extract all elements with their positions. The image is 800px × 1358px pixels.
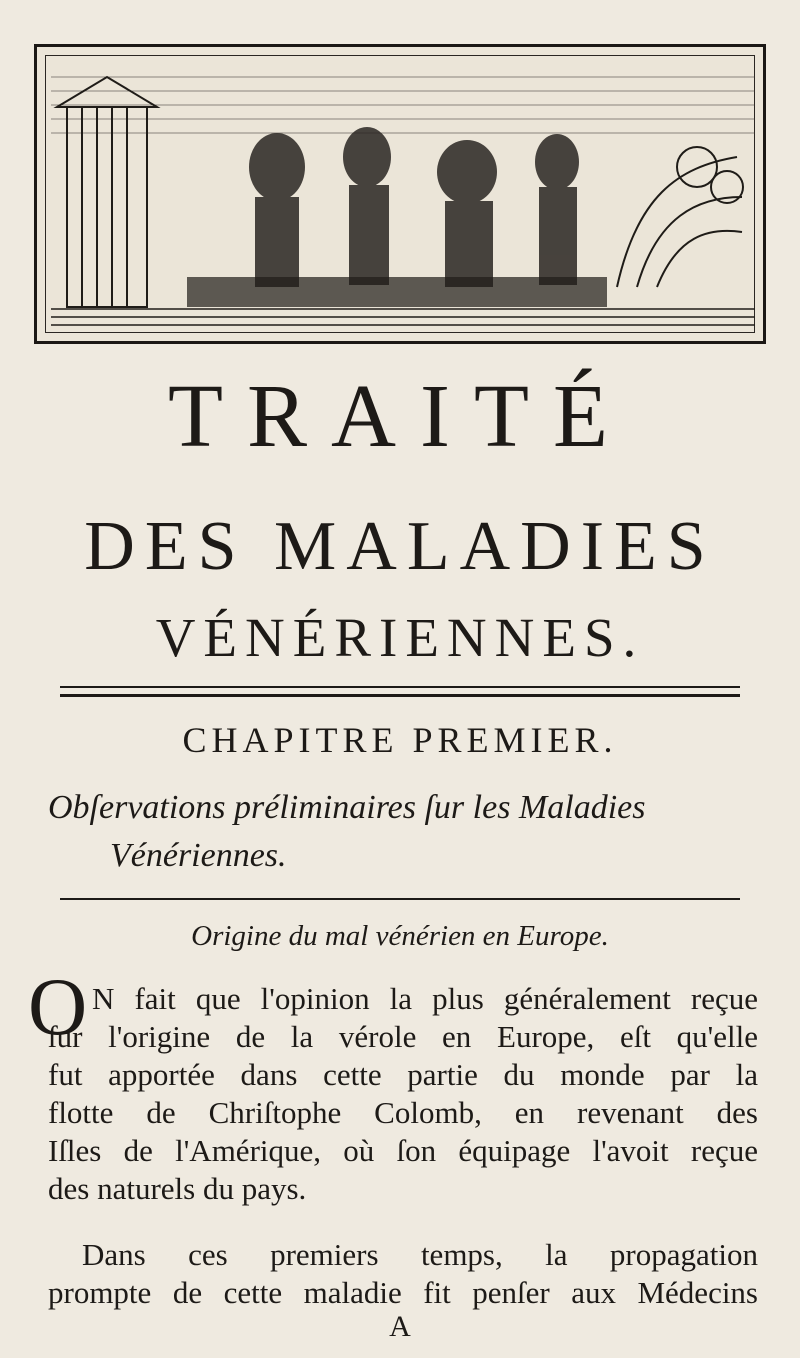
- drop-cap-letter: O: [28, 961, 88, 1052]
- paragraph-1-first-line: [92, 980, 758, 1018]
- title-traite: TRAITÉ: [168, 367, 632, 466]
- engraved-headpiece-ornament: [34, 44, 766, 344]
- section-rule: [60, 898, 740, 900]
- title-des-maladies: DES MALADIES: [84, 508, 716, 585]
- paragraph-2-line-1: Dans ces premiers temps, la propagation: [82, 1237, 758, 1272]
- paragraph-1-line-3: fut apportée dans cette partie du monde par la: [48, 1057, 758, 1092]
- chapter-subtitle-line1: Obſervations préliminaires ſur les Maladies: [48, 789, 646, 826]
- paragraph-2: [48, 1236, 758, 1312]
- chapter-subtitle-line2: Vénériennes.: [110, 837, 287, 874]
- double-rule-top: [60, 686, 740, 688]
- paragraph-1-line-5: Iſles de l'Amérique, où ſon équipage l'avoit reçue: [48, 1133, 758, 1168]
- section-heading: Origine du mal vénérien en Europe.: [191, 920, 609, 952]
- paragraph-1-line-2: ſur l'origine de la vérole en Europe, eſt qu'elle: [48, 1019, 758, 1054]
- paragraph-1-line-4: flotte de Chriſtophe Colomb, en revenant des: [48, 1095, 758, 1130]
- paragraph-1-line-1: N fait que l'opinion la plus généralement reçue: [92, 981, 758, 1016]
- headpiece-engraving: [37, 47, 769, 347]
- paragraph-1-line-6: des naturels du pays.: [48, 1171, 307, 1206]
- double-rule-bottom: [60, 694, 740, 697]
- signature-mark: A: [389, 1310, 411, 1343]
- paragraph-1: [48, 1018, 758, 1208]
- title-veneriennes: VÉNÉRIENNES.: [155, 607, 645, 668]
- paragraph-2-line-2: prompte de cette maladie fit penſer aux Médecins: [48, 1275, 758, 1310]
- chapter-heading: CHAPITRE PREMIER.: [182, 720, 618, 760]
